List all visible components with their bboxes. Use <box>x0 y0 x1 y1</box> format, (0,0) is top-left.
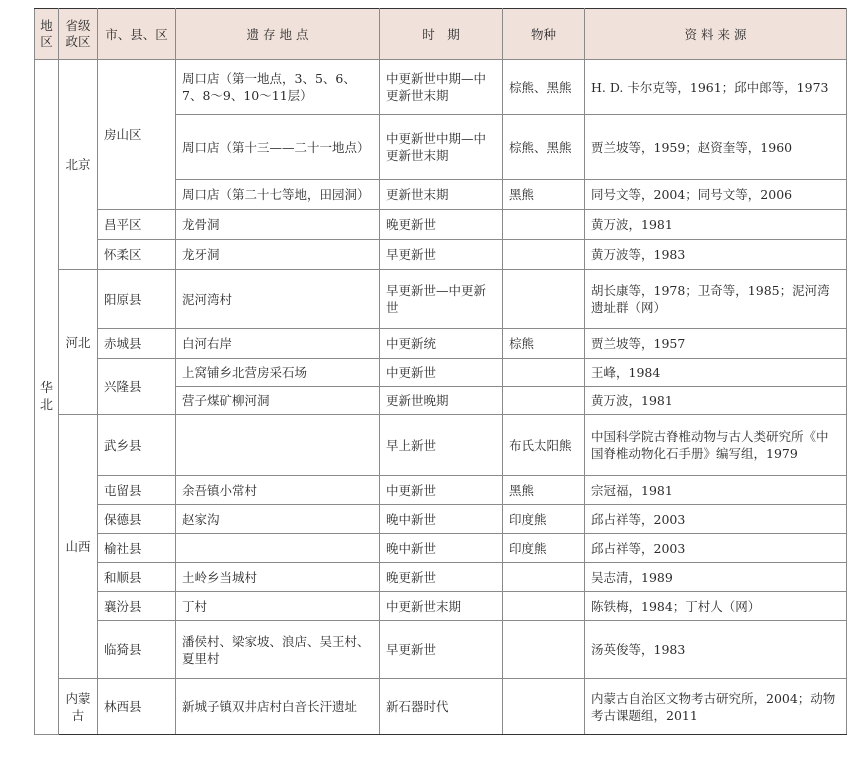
species-cell <box>503 563 585 592</box>
source-cell: 王峰，1984 <box>585 359 847 387</box>
source-cell: 黄万波，1981 <box>585 387 847 415</box>
site-cell: 丁村 <box>176 592 380 621</box>
county-huairou: 怀柔区 <box>98 240 176 270</box>
header-site: 遗 存 地 点 <box>176 9 380 60</box>
header-period: 时 期 <box>380 9 503 60</box>
source-cell: 黄万波等，1983 <box>585 240 847 270</box>
site-cell: 周口店（第一地点，3、5、6、7、8～9、10～11层） <box>176 60 380 115</box>
species-cell <box>503 679 585 735</box>
county-fangshan: 房山区 <box>98 60 176 210</box>
period-cell: 晚中新世 <box>380 534 503 563</box>
table-row <box>35 563 847 592</box>
source-cell: 邱占祥等，2003 <box>585 534 847 563</box>
table-row <box>35 476 847 505</box>
table-row <box>35 621 847 679</box>
source-cell: 内蒙古自治区文物考古研究所，2004；动物考古课题组，2011 <box>585 679 847 735</box>
period-cell: 早更新世 <box>380 621 503 679</box>
county-yushe: 榆社县 <box>98 534 176 563</box>
source-cell: 黄万波，1981 <box>585 210 847 240</box>
header-county: 市、县、区 <box>98 9 176 60</box>
species-cell: 棕熊、黑熊 <box>503 60 585 115</box>
species-cell: 印度熊 <box>503 534 585 563</box>
species-cell <box>503 387 585 415</box>
county-xinglong: 兴隆县 <box>98 359 176 415</box>
header-region: 地区 <box>35 9 59 60</box>
county-changping: 昌平区 <box>98 210 176 240</box>
period-cell: 早更新世 <box>380 240 503 270</box>
county-yangyuan: 阳原县 <box>98 270 176 329</box>
header-species: 物种 <box>503 9 585 60</box>
county-linxi: 林西县 <box>98 679 176 735</box>
site-cell <box>176 415 380 476</box>
province-beijing: 北京 <box>59 60 98 270</box>
species-cell <box>503 210 585 240</box>
table-row <box>35 505 847 534</box>
county-heshun: 和顺县 <box>98 563 176 592</box>
county-chicheng: 赤城县 <box>98 329 176 359</box>
period-cell: 更新世晚期 <box>380 387 503 415</box>
source-cell: H. D. 卡尔克等，1961；邱中郎等，1973 <box>585 60 847 115</box>
site-cell: 龙骨洞 <box>176 210 380 240</box>
source-cell: 中国科学院古脊椎动物与古人类研究所《中国脊椎动物化石手册》编写组，1979 <box>585 415 847 476</box>
species-cell <box>503 359 585 387</box>
site-cell: 周口店（第二十七等地，田园洞） <box>176 180 380 210</box>
species-cell <box>503 270 585 329</box>
source-cell: 宗冠福，1981 <box>585 476 847 505</box>
province-shanxi: 山西 <box>59 415 98 679</box>
source-cell: 胡长康等，1978；卫奇等，1985；泥河湾遗址群（网） <box>585 270 847 329</box>
period-cell: 中更新世中期—中更新世末期 <box>380 115 503 180</box>
period-cell: 早上新世 <box>380 415 503 476</box>
county-baode: 保德县 <box>98 505 176 534</box>
table-row <box>35 359 847 387</box>
period-cell: 更新世末期 <box>380 180 503 210</box>
table-row <box>35 592 847 621</box>
site-cell: 余吾镇小常村 <box>176 476 380 505</box>
site-cell: 赵家沟 <box>176 505 380 534</box>
site-cell: 周口店（第十三——二十一地点） <box>176 115 380 180</box>
table-row <box>35 270 847 329</box>
species-cell: 黑熊 <box>503 476 585 505</box>
period-cell: 中更新世 <box>380 476 503 505</box>
source-cell: 吴志清，1989 <box>585 563 847 592</box>
table-body <box>35 60 847 735</box>
table-row <box>35 210 847 240</box>
species-cell <box>503 240 585 270</box>
county-linyi: 临猗县 <box>98 621 176 679</box>
source-cell: 贾兰坡等，1957 <box>585 329 847 359</box>
province-neimenggu: 内蒙古 <box>59 679 98 735</box>
site-cell: 上窝铺乡北营房采石场 <box>176 359 380 387</box>
site-cell: 营子煤矿柳河洞 <box>176 387 380 415</box>
period-cell: 晚更新世 <box>380 563 503 592</box>
period-cell: 新石器时代 <box>380 679 503 735</box>
county-wuxiang: 武乡县 <box>98 415 176 476</box>
species-cell: 棕熊 <box>503 329 585 359</box>
period-cell: 中更新世中期—中更新世末期 <box>380 60 503 115</box>
table-row <box>35 415 847 476</box>
source-cell: 邱占祥等，2003 <box>585 505 847 534</box>
species-cell: 印度熊 <box>503 505 585 534</box>
table-row <box>35 534 847 563</box>
header-province: 省级政区 <box>59 9 98 60</box>
species-cell: 棕熊、黑熊 <box>503 115 585 180</box>
county-xiangfen: 襄汾县 <box>98 592 176 621</box>
period-cell: 中更新世末期 <box>380 592 503 621</box>
period-cell: 晚中新世 <box>380 505 503 534</box>
site-cell: 白河右岸 <box>176 329 380 359</box>
period-cell: 早更新世—中更新世 <box>380 270 503 329</box>
county-tunliu: 屯留县 <box>98 476 176 505</box>
header-source: 资 料 来 源 <box>585 9 847 60</box>
province-hebei: 河北 <box>59 270 98 415</box>
site-cell: 土岭乡当城村 <box>176 563 380 592</box>
site-cell <box>176 534 380 563</box>
species-cell <box>503 621 585 679</box>
source-cell: 贾兰坡等，1959；赵资奎等，1960 <box>585 115 847 180</box>
source-cell: 陈铁梅，1984；丁村人（网） <box>585 592 847 621</box>
period-cell: 中更新世 <box>380 359 503 387</box>
region-cell: 华北 <box>35 60 59 735</box>
period-cell: 晚更新世 <box>380 210 503 240</box>
table-header <box>35 9 847 60</box>
bear-fossil-sites-table <box>34 8 847 735</box>
site-cell: 龙牙洞 <box>176 240 380 270</box>
species-cell: 黑熊 <box>503 180 585 210</box>
site-cell: 潘侯村、梁家坡、浪店、吴王村、夏里村 <box>176 621 380 679</box>
site-cell: 泥河湾村 <box>176 270 380 329</box>
source-cell: 汤英俊等，1983 <box>585 621 847 679</box>
table-row <box>35 679 847 735</box>
source-cell: 同号文等，2004；同号文等，2006 <box>585 180 847 210</box>
table-row <box>35 60 847 115</box>
site-cell: 新城子镇双井店村白音长汗遗址 <box>176 679 380 735</box>
species-cell <box>503 592 585 621</box>
table-row <box>35 329 847 359</box>
species-cell: 布氏太阳熊 <box>503 415 585 476</box>
period-cell: 中更新统 <box>380 329 503 359</box>
table-row <box>35 240 847 270</box>
